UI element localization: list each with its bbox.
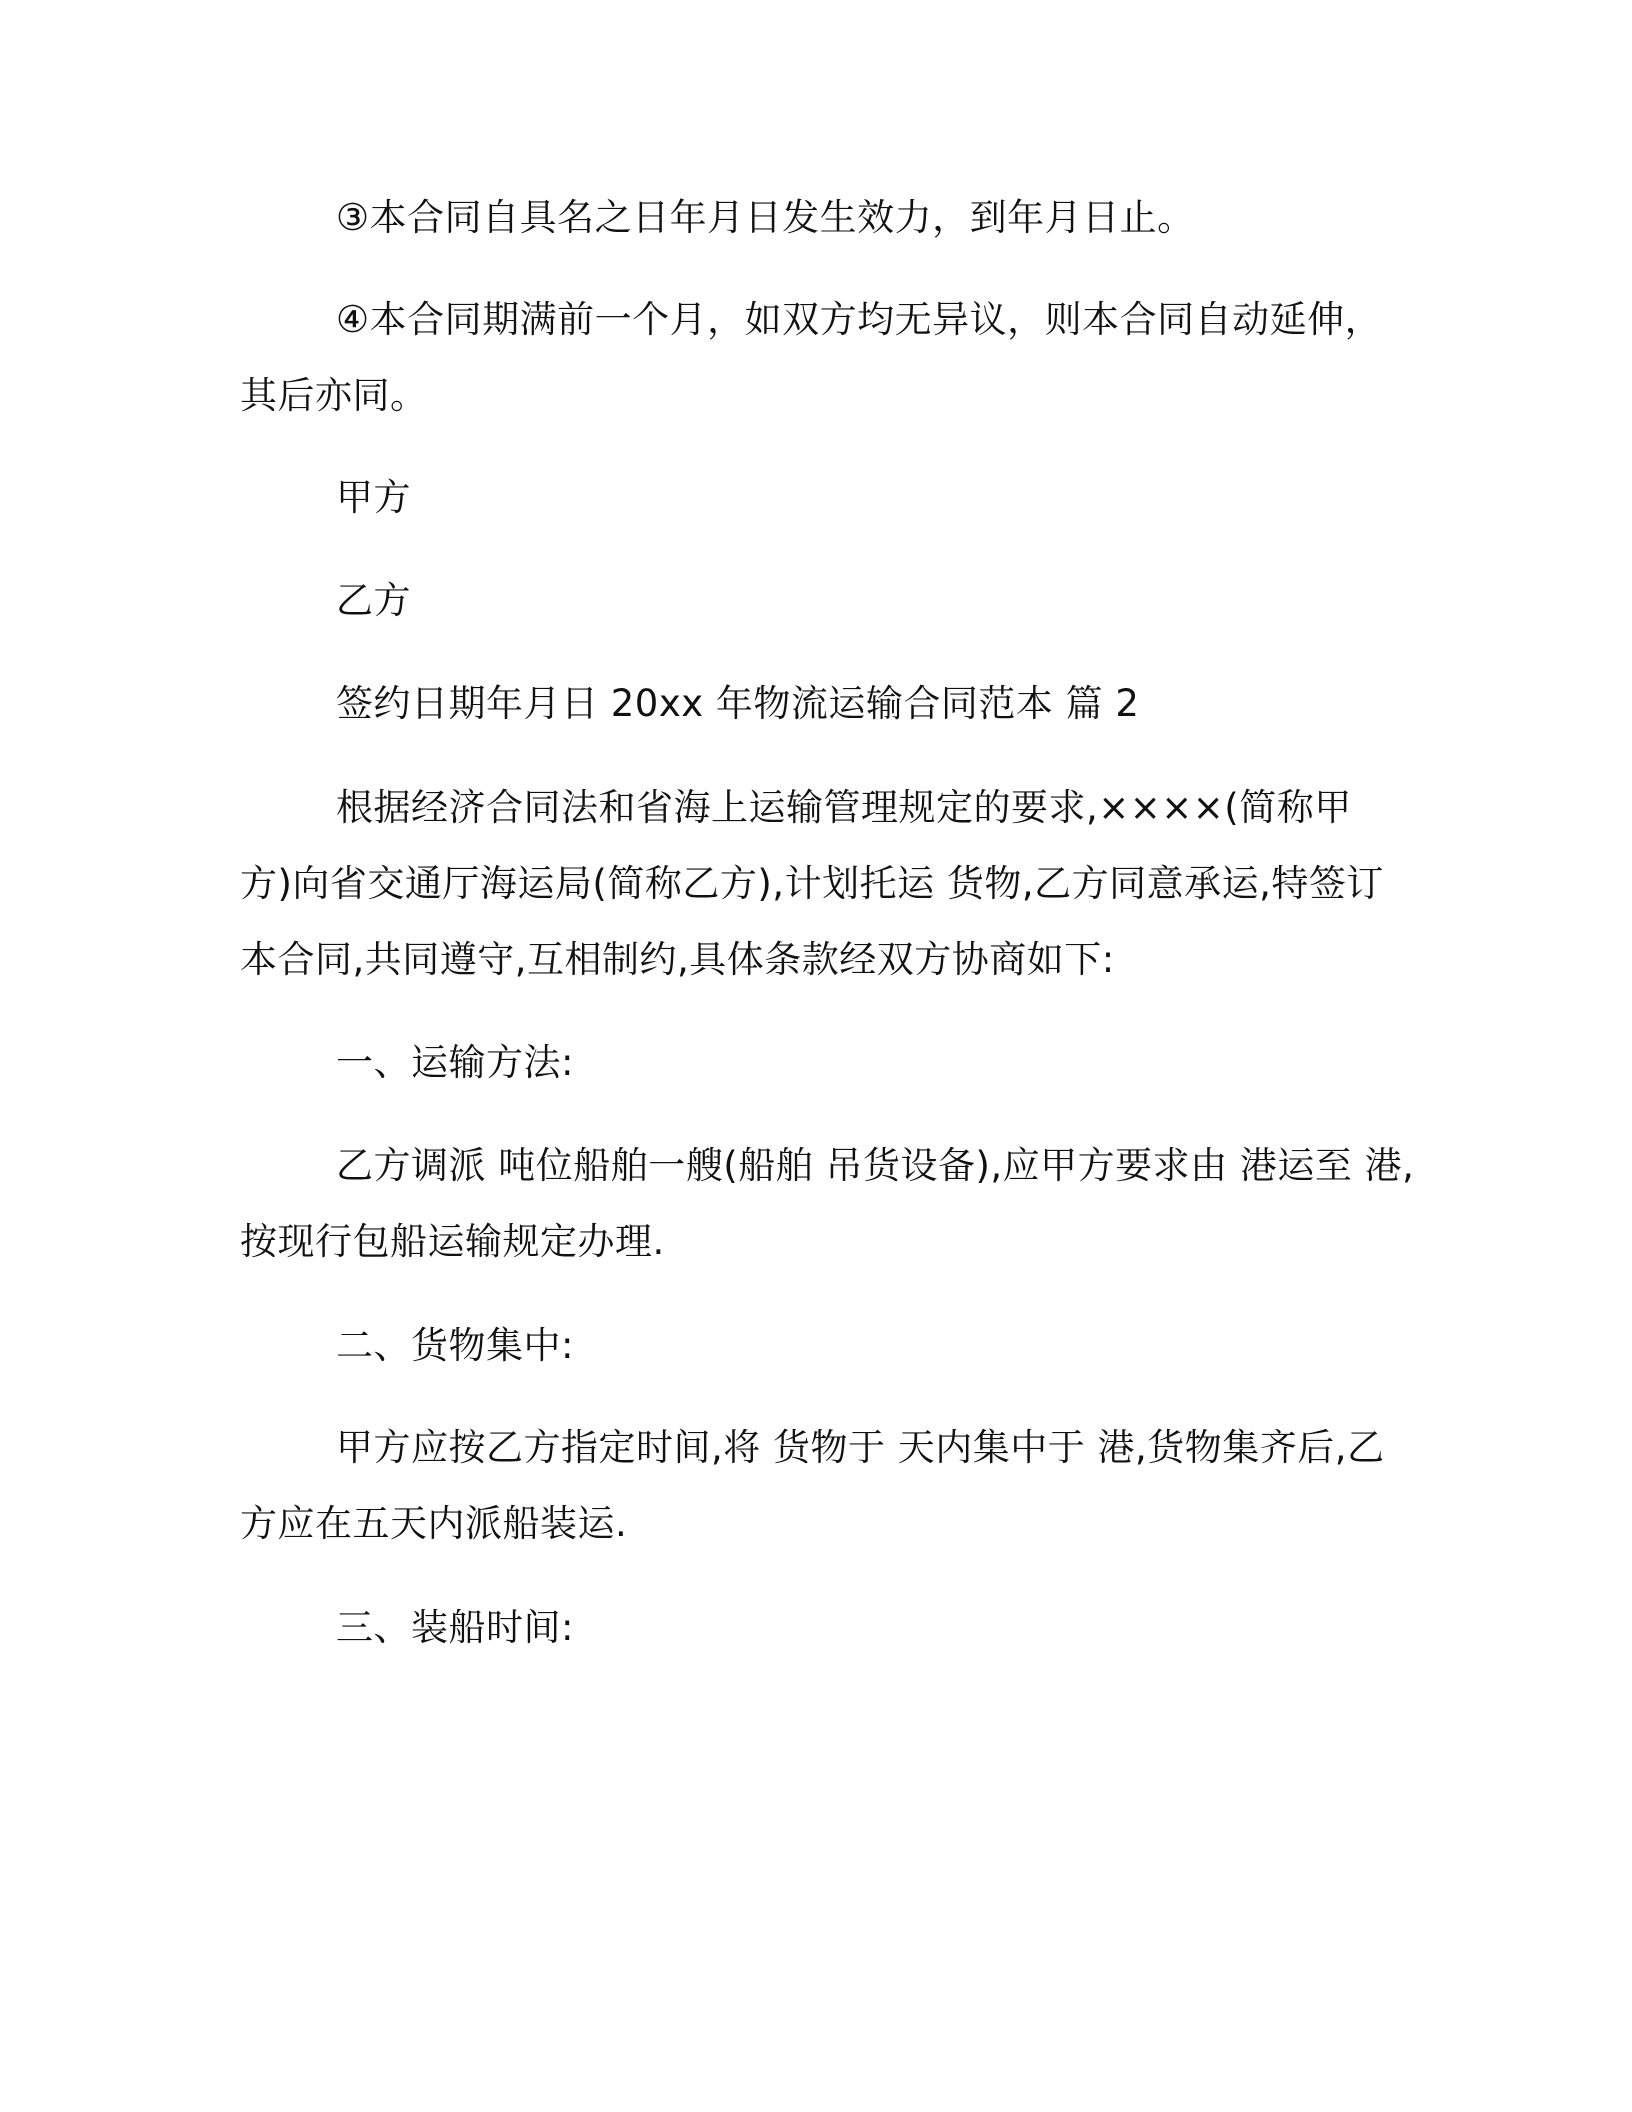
text-line: 乙方调派 吨位船舶一艘(船舶 吊货设备),应甲方要求由 港运至 港,	[336, 1144, 1415, 1187]
text-line: 方应在五天内派船装运.	[240, 1502, 628, 1545]
text-line: ④本合同期满前一个月，如双方均无异议，则本合同自动延伸，	[336, 298, 1383, 341]
text-line: 一、运输方法:	[336, 1041, 574, 1084]
section-2-heading	[240, 1308, 1380, 1384]
party-b-label	[240, 563, 1380, 639]
text-line: 签约日期年月日 20xx 年物流运输合同范本 篇 2	[336, 682, 1140, 725]
text-line: ③本合同自具名之日年月日发生效力，到年月日止。	[336, 196, 1195, 239]
clause-3-effective-date	[240, 180, 1380, 256]
section-3-heading	[240, 1590, 1380, 1666]
text-line: 按现行包船运输规定办理.	[240, 1220, 665, 1263]
text-line: 三、装船时间:	[336, 1606, 574, 1649]
section-1-heading	[240, 1025, 1380, 1101]
section-1-body	[240, 1128, 1415, 1280]
text-line: 甲方	[336, 476, 411, 519]
text-line: 根据经济合同法和省海上运输管理规定的要求,××××(简称甲	[336, 786, 1352, 829]
text-line: 乙方	[336, 579, 411, 622]
contract-preamble	[240, 770, 1384, 998]
text-line: 方)向省交通厅海运局(简称乙方),计划托运 货物,乙方同意承运,特签订	[240, 862, 1384, 905]
section-2-body	[240, 1410, 1385, 1562]
text-line: 甲方应按乙方指定时间,将 货物于 天内集中于 港,货物集齐后,乙	[336, 1426, 1385, 1469]
text-line: 其后亦同。	[240, 374, 428, 417]
party-a-label	[240, 460, 1380, 536]
signing-date-and-section-title	[240, 666, 1380, 742]
text-line: 二、货物集中:	[336, 1324, 574, 1367]
clause-4-auto-renewal	[240, 282, 1383, 434]
text-line: 本合同,共同遵守,互相制约,具体条款经双方协商如下:	[240, 938, 1115, 981]
